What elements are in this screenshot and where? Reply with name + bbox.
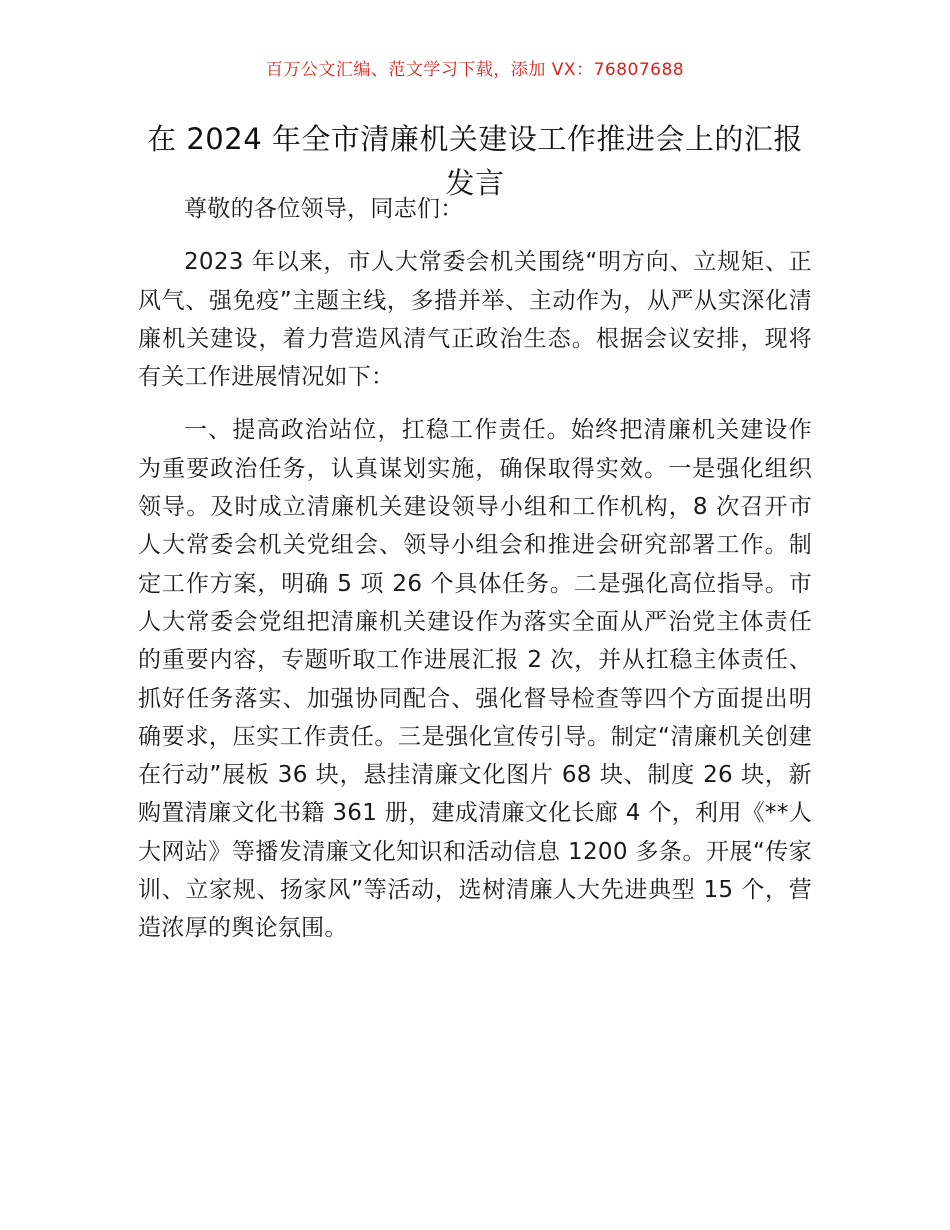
header-banner: 百万公文汇编、范文学习下载，添加 VX：76807688: [265, 60, 685, 80]
paragraph-intro: 2023 年以来，市人大常委会机关围绕“明方向、立规矩、正风气、强免疫”主题主线，多措并举、主动作为，从严从实深化清廉机关建设，着力营造风清气正政治生态。根据会议安排，现将有关工作进展情况如下：: [138, 249, 812, 391]
document-body: [138, 190, 812, 963]
salutation: 尊敬的各位领导，同志们：: [184, 196, 464, 222]
paragraph-section-one: 一、提高政治站位，扛稳工作责任。始终把清廉机关建设作为重要政治任务，认真谋划实施，确保取得实效。一是强化组织领导。及时成立清廉机关建设领导小组和工作机构，8 次召开市人大常委会机关党组会、领导小组会和推进会研究部署工作。制定工作方案，明确 5 项 26 个具体任务。二是强化高位指导。市人大常委会党组把清廉机关建设作为落实全面从严治党主体责任的重要内容，专题听取工作进展汇报 2 次，并从扛稳主体责任、抓好任务落实、加强协同配合、强化督导检查等四个方面提出明确要求，压实工作责任。三是强化宣传引导。制定“清廉机关创建在行动”展板 36 块，悬挂清廉文化图片 68 块、制度 26 块，新购置清廉文化书籍 361 册，建成清廉文化长廊 4 个，利用《**人大网站》等播发清廉文化知识和活动信息 1200 多条。开展“传家训、立家规、扬家风”等活动，选树清廉人大先进典型 15 个，营造浓厚的舆论氛围。: [138, 417, 812, 942]
document-title: 在 2024 年全市清廉机关建设工作推进会上的汇报发言: [147, 122, 803, 200]
